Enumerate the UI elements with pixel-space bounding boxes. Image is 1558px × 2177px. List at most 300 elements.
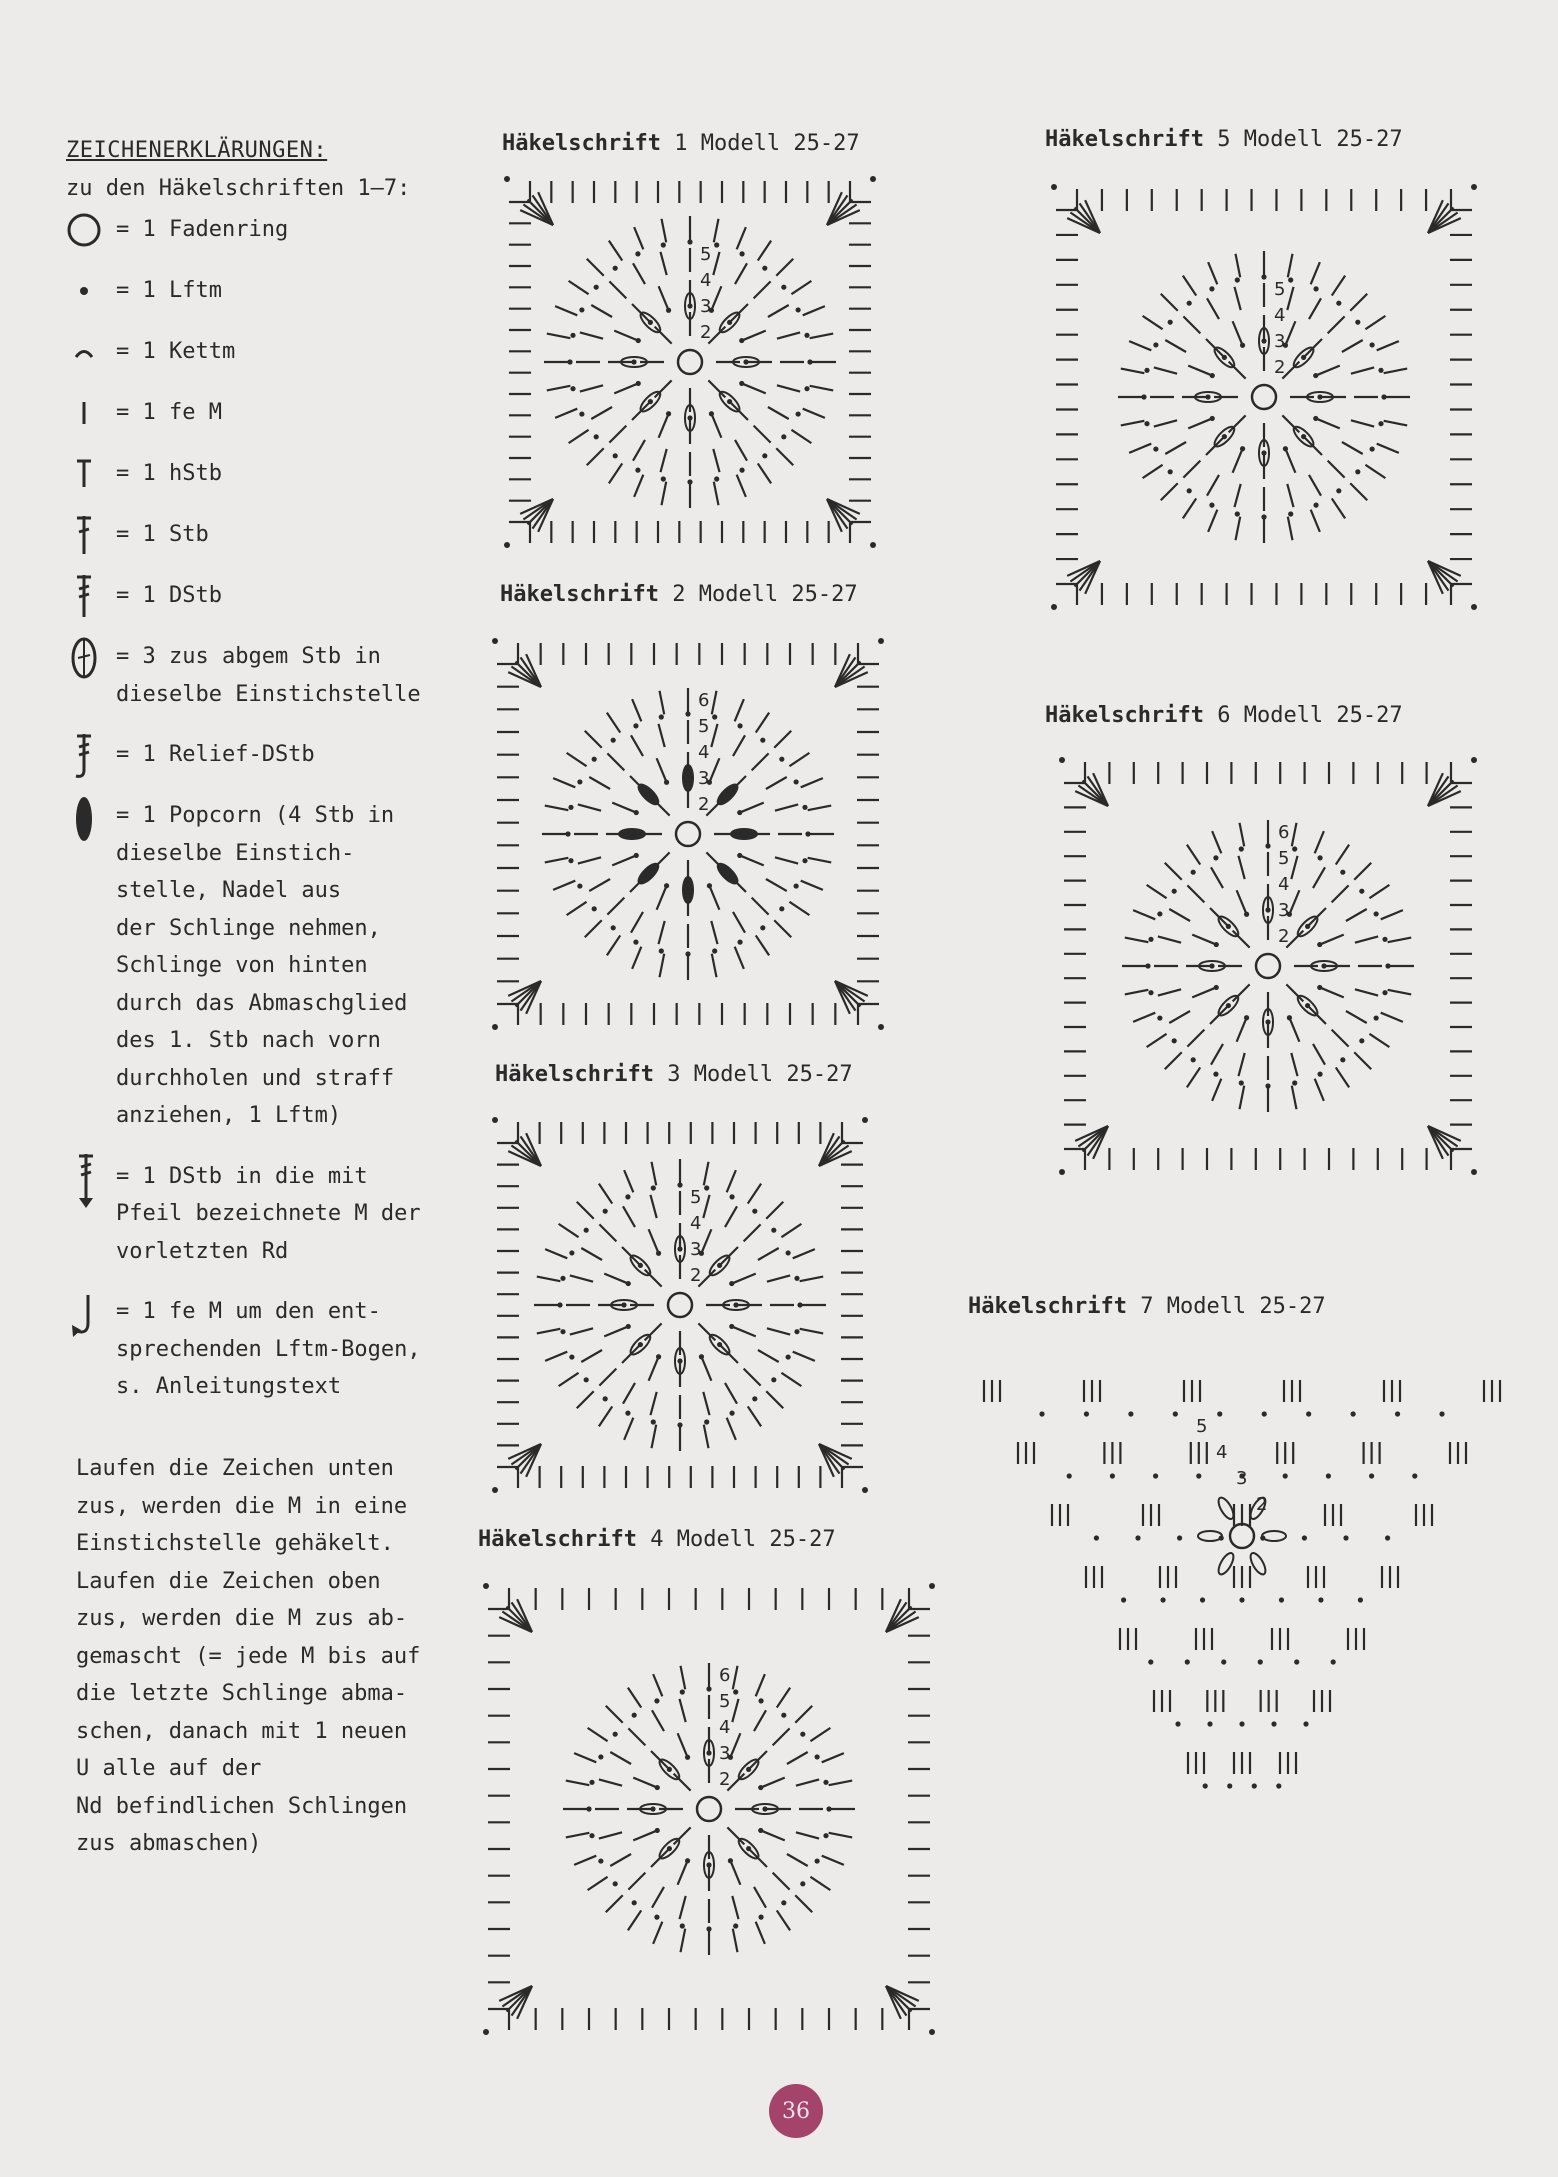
stitch-mark [1237,1020,1246,1042]
stitch-mark [1161,294,1178,311]
chain-dot [781,285,786,290]
chain-dot [1239,1080,1244,1085]
chain-dot [733,1923,738,1928]
chain-dot [1271,1721,1276,1726]
cluster-mark [1198,1531,1222,1541]
stitch-mark [553,881,575,890]
chain-dot [633,940,638,945]
stitch-mark [570,1275,593,1281]
round-number: 3 [690,1239,702,1260]
legend-item [66,333,446,371]
stitch-mark [773,1728,790,1745]
stitch-mark [752,753,769,770]
stitch-mark [585,731,602,748]
chain-dot [1051,184,1057,190]
stitch-mark [1369,1034,1389,1047]
stitch-mark [581,1248,602,1260]
stitch-mark [591,407,612,419]
stitch-mark [800,1329,824,1334]
stitch-mark [1291,856,1297,879]
chart-title-num: 7 [1140,1294,1154,1319]
stitch-mark [1238,856,1244,879]
stitch-mark [795,1895,812,1912]
stitch-mark [660,691,665,715]
stitch-mark [578,804,601,810]
crochet-chart-svg [1052,748,1484,1184]
stitch-mark [645,1323,662,1340]
stitch-mark [777,1688,790,1708]
stitch-mark [660,449,666,472]
chain-dot [1381,394,1386,399]
chain-dot [687,303,692,308]
chain-dot [1148,1659,1153,1664]
legend-item [66,516,446,554]
chain-dot [650,1806,655,1811]
stitch-mark [1313,867,1325,888]
stitch-mark [756,713,769,733]
stitch-mark [1309,475,1321,496]
hook-arrow-icon [66,1293,116,1331]
stitch-mark [1350,294,1367,311]
stitch-mark [650,1392,656,1415]
stitch-mark [633,1831,655,1840]
round-number: 5 [1278,848,1290,869]
chain-dot [1382,990,1387,995]
chain-dot [729,1194,734,1199]
chain-dot [635,251,640,256]
chain-dot [779,757,784,762]
chain-dot [1302,1535,1307,1540]
chain-dot [598,1858,603,1863]
chain-dot [1261,450,1266,455]
chain-dot [1283,1473,1288,1478]
stitch-mark [1165,1052,1182,1069]
legend-item [66,272,446,310]
chain-dot [1185,1659,1190,1664]
stitch-mark [1322,935,1344,944]
stitch-mark [766,1202,783,1219]
stitch-mark [1183,461,1200,478]
chain-dot [1378,421,1383,426]
chain-dot [760,738,765,743]
stitch-mark [793,1249,815,1258]
chain-dot [794,779,799,784]
round-number: 4 [719,1717,731,1738]
chain-dot [633,723,638,728]
stitch-mark [810,386,834,391]
stitch-mark [758,241,771,261]
stitch-mark [748,1184,761,1204]
chain-dot [621,1302,626,1307]
stitch-mark [1207,298,1219,319]
chain-dot-icon [66,272,116,310]
stitch-mark [1129,341,1151,350]
stitch-mark [633,440,645,461]
chain-dot [1370,342,1375,347]
chain-dot [1157,911,1162,916]
stitch-mark [660,954,665,978]
chart-title-5 [1045,127,1403,152]
chain-dot [733,1302,738,1307]
chain-dot [677,1246,682,1251]
chain-dot [687,239,692,244]
chain-dot [1187,301,1192,306]
chain-dot [1336,301,1341,306]
chain-dot [802,858,807,863]
stitch-mark [1318,419,1340,428]
stitch-mark [653,1922,662,1944]
cluster-mark [715,861,740,886]
stitch-mark [658,724,664,747]
stitch-mark [537,1277,561,1282]
chain-dot [712,714,717,719]
stitch-mark [1288,517,1293,541]
chain-dot [704,1185,709,1190]
stitch-mark [1183,276,1196,296]
chain-dot [870,176,876,182]
stitch-mark [1354,863,1371,880]
crochet-chart-svg [500,172,880,552]
stitch-mark [1282,415,1299,432]
chain-dot [794,1276,799,1281]
chain-dot [1336,488,1341,493]
chain-dot [579,411,584,416]
chain-dot [1318,1597,1323,1602]
chain-dot [1385,1535,1390,1540]
stitch-mark [1158,989,1181,995]
chain-dot [560,1276,565,1281]
round-number: 6 [719,1665,731,1686]
stitch-mark [662,219,667,243]
cluster-mark [715,782,740,807]
stitch-mark [1291,1053,1297,1076]
stitch-mark [1158,936,1181,942]
chain-dot [786,1354,791,1359]
chain-dot [685,711,690,716]
legend-text: = 1 Relief-DStb [116,742,315,767]
chain-dot [569,1354,574,1359]
chain-dot [758,1915,763,1920]
chain-dot [729,1411,734,1416]
round-number: 5 [1196,1416,1208,1437]
chain-dot [603,1396,608,1401]
chain-dot [1172,1038,1177,1043]
chain-dot [560,1329,565,1334]
stitch-mark [756,1674,765,1696]
stitch-mark [777,385,800,391]
stitch-mark [800,1277,824,1282]
chain-dot [1177,1535,1182,1540]
stitch-mark [612,856,634,865]
stitch-mark [599,1184,612,1204]
chain-dot [1227,1783,1232,1788]
stitch-mark [610,1752,631,1764]
stitch-mark [578,857,601,863]
stitch-mark [628,1873,645,1890]
stitch-mark [1240,1086,1245,1110]
stitch-mark [574,1753,596,1762]
chain-dot [1168,469,1173,474]
chain-dot [1471,604,1477,610]
round-number: 5 [719,1691,731,1712]
stitch-mark [710,758,719,780]
stitch-mark [569,281,589,294]
stitch-mark [781,1224,801,1237]
stitch-mark [1315,831,1324,853]
page-number-badge: 36 [769,2084,823,2138]
chain-dot [1168,320,1173,325]
chain-dot [1067,1473,1072,1478]
stitch-mark [703,1392,709,1415]
round-number: 3 [700,296,712,317]
stitch-mark [1165,340,1186,352]
chain-dot [1261,338,1266,343]
cluster-mark [683,877,693,903]
stitch-mark [1328,461,1345,478]
round-number: 2 [719,1769,731,1790]
stitch-mark [1143,316,1163,329]
chain-dot [1153,1473,1158,1478]
chain-dot [680,1689,685,1694]
chain-dot [1313,503,1318,508]
crochet-chart-svg [486,1110,874,1500]
stitch-mark [767,1275,790,1281]
stitch-mark [1318,366,1340,375]
chain-dot [781,1713,786,1718]
chain-dot [737,723,742,728]
chain-dot [815,1754,820,1759]
stitch-mark [774,731,791,748]
stitch-mark [766,777,787,789]
crochet-chart-svg [966,1340,1518,1860]
stitch-mark [1377,444,1399,453]
treble-crochet-icon [66,577,116,615]
chain-dot [1276,1783,1281,1788]
stitch-mark [758,463,771,483]
magic-ring-icon [1230,1524,1254,1548]
chain-dot [1471,757,1477,763]
round-number: 4 [690,1213,702,1234]
chart-title-num: 4 [650,1527,664,1552]
chain-dot [706,1686,711,1691]
stitch-mark [1236,254,1241,278]
chain-dot [796,307,801,312]
stitch-mark [545,806,569,811]
stitch-mark [829,1833,853,1838]
stitch-mark [614,384,636,393]
stitch-mark [614,331,636,340]
chain-dot [1209,286,1214,291]
chain-dot [577,883,582,888]
chain-dot [611,738,616,743]
stitch-mark [1369,885,1389,898]
chain-dot [635,468,640,473]
instruction-note: Laufen die Zeichen unten zus, werden die M in eine Einstichstelle gehäkelt. Laufen die Zeichen oben zus, werden die M zus ab- gemascht (= jede M bis auf die letzte Schlinge abma- schen, danach mit 1 neuen U alle auf der Nd befindlichen Schlingen zus abmaschen) [76,1456,421,1856]
chain-dot [492,1117,498,1123]
chain-dot [492,1024,498,1030]
chain-dot [779,906,784,911]
legend-title: ZEICHENERKLÄRUNGEN: [66,138,328,163]
stitch-mark [1342,340,1363,352]
stitch-mark [704,1425,709,1449]
stitch-mark [1183,498,1196,518]
stitch-mark [1332,1030,1349,1047]
stitch-mark [555,409,577,418]
crochet-chart-6 [1052,748,1484,1188]
stitch-mark [1188,366,1210,375]
stitch-mark [1229,362,1246,379]
stitch-mark [763,1778,785,1787]
legend-text: = 3 zus abgem Stb in dieselbe Einstichstelle [116,644,421,707]
chain-dot [1128,1411,1133,1416]
stitch-mark [679,1699,685,1722]
chain-dot [1471,184,1477,190]
chain-dot [687,479,692,484]
chain-dot [1313,286,1318,291]
chain-dot [771,1228,776,1233]
chain-dot [1292,846,1297,851]
stitch-mark [681,1666,686,1690]
stitch-mark [1187,1067,1200,1087]
stitch-mark [649,1229,658,1251]
arrow-treble-icon [66,1158,116,1196]
stitch-mark [607,713,620,733]
stitch-mark [1234,484,1240,507]
stitch-mark [756,1922,765,1944]
stitch-mark [756,935,769,955]
magic-ring-icon [66,211,116,249]
stitch-mark [1237,890,1246,912]
chain-dot [1340,870,1345,875]
chain-dot [862,1117,868,1123]
cluster-mark [619,829,645,839]
chain-dot [802,805,807,810]
stitch-mark [1292,823,1297,847]
stitch-mark [633,1778,655,1787]
magic-ring-icon [678,350,702,374]
stitch-mark [712,954,717,978]
chain-dot [1144,368,1149,373]
chain-dot [1261,514,1266,519]
stitch-mark [712,691,717,715]
chain-dot [1094,1535,1099,1540]
stitch-mark [763,1831,785,1840]
stitch-mark [1183,316,1200,333]
chain-dot [1157,1015,1162,1020]
stitch-mark [631,735,643,756]
chain-dot [1303,1721,1308,1726]
chain-dot [598,1754,603,1759]
stitch-mark [599,1779,622,1785]
chain-dot [1153,342,1158,347]
chain-dot [685,951,690,956]
chain-dot [1317,394,1322,399]
round-number: 2 [700,322,712,343]
stitch-mark [1290,1020,1299,1042]
chain-dot [1059,757,1065,763]
chain-dot [557,1302,562,1307]
chain-dot [752,1396,757,1401]
crochet-chart-svg [1044,172,1484,622]
stitch-mark [781,1373,801,1386]
chain-dot [805,831,810,836]
crochet-chart-2 [488,633,888,1045]
stitch-mark [754,281,771,298]
stitch-mark [1240,823,1245,847]
stitch-mark [1147,1034,1167,1047]
stitch-mark [775,804,798,810]
stitch-mark [1336,845,1349,865]
stitch-mark [702,1229,711,1251]
stitch-mark [810,1728,830,1741]
stitch-mark [1121,369,1145,374]
chain-dot [771,1377,776,1382]
chain-dot [862,1487,868,1493]
stitch-mark [577,1391,594,1408]
stitch-mark [1355,989,1378,995]
chain-dot [929,2029,935,2035]
stitch-mark [744,1224,761,1241]
stitch-mark [580,385,603,391]
stitch-mark [758,1248,779,1260]
stitch-mark [599,1406,612,1426]
stitch-mark [587,259,604,276]
stitch-mark [567,753,587,766]
chain-dot [781,1900,786,1905]
cluster-mark [636,861,661,886]
stitch-mark [606,1895,623,1912]
stitch-mark [652,1425,657,1449]
stitch-mark [599,1369,616,1386]
chain-dot [1279,1597,1284,1602]
round-number: 2 [1274,357,1286,378]
stitch-mark [733,1929,738,1953]
stitch-mark [609,281,626,298]
stitch-mark [1287,287,1293,310]
stitch-mark [1309,298,1321,319]
stitch-mark [607,898,624,915]
chain-dot [804,333,809,338]
stitch-mark [795,1706,812,1723]
chart-title-2 [500,582,858,607]
magic-ring-icon [676,822,700,846]
round-number: 5 [700,244,712,265]
chain-dot [1217,1411,1222,1416]
chain-dot [1355,469,1360,474]
chain-dot [870,542,876,548]
stitch-mark [634,475,643,497]
round-number: 2 [1256,1494,1268,1515]
stitch-mark [581,1350,602,1362]
round-number: 3 [698,768,710,789]
stitch-mark [713,252,719,275]
chain-dot [807,359,812,364]
stitch-mark [681,1929,686,1953]
round-number: 3 [1236,1468,1248,1489]
stitch-mark [628,1728,645,1745]
magic-ring-icon [1252,385,1276,409]
chart-title-model: Modell 25-27 [698,582,858,607]
chart-title-num: 2 [672,582,686,607]
chain-dot [800,1732,805,1737]
chain-dot [1374,911,1379,916]
legend-item [66,455,446,493]
chain-dot [570,386,575,391]
stitch-mark [545,1352,567,1361]
stitch-mark [1233,451,1242,473]
round-number: 4 [1274,305,1286,326]
legend-item [66,638,446,713]
